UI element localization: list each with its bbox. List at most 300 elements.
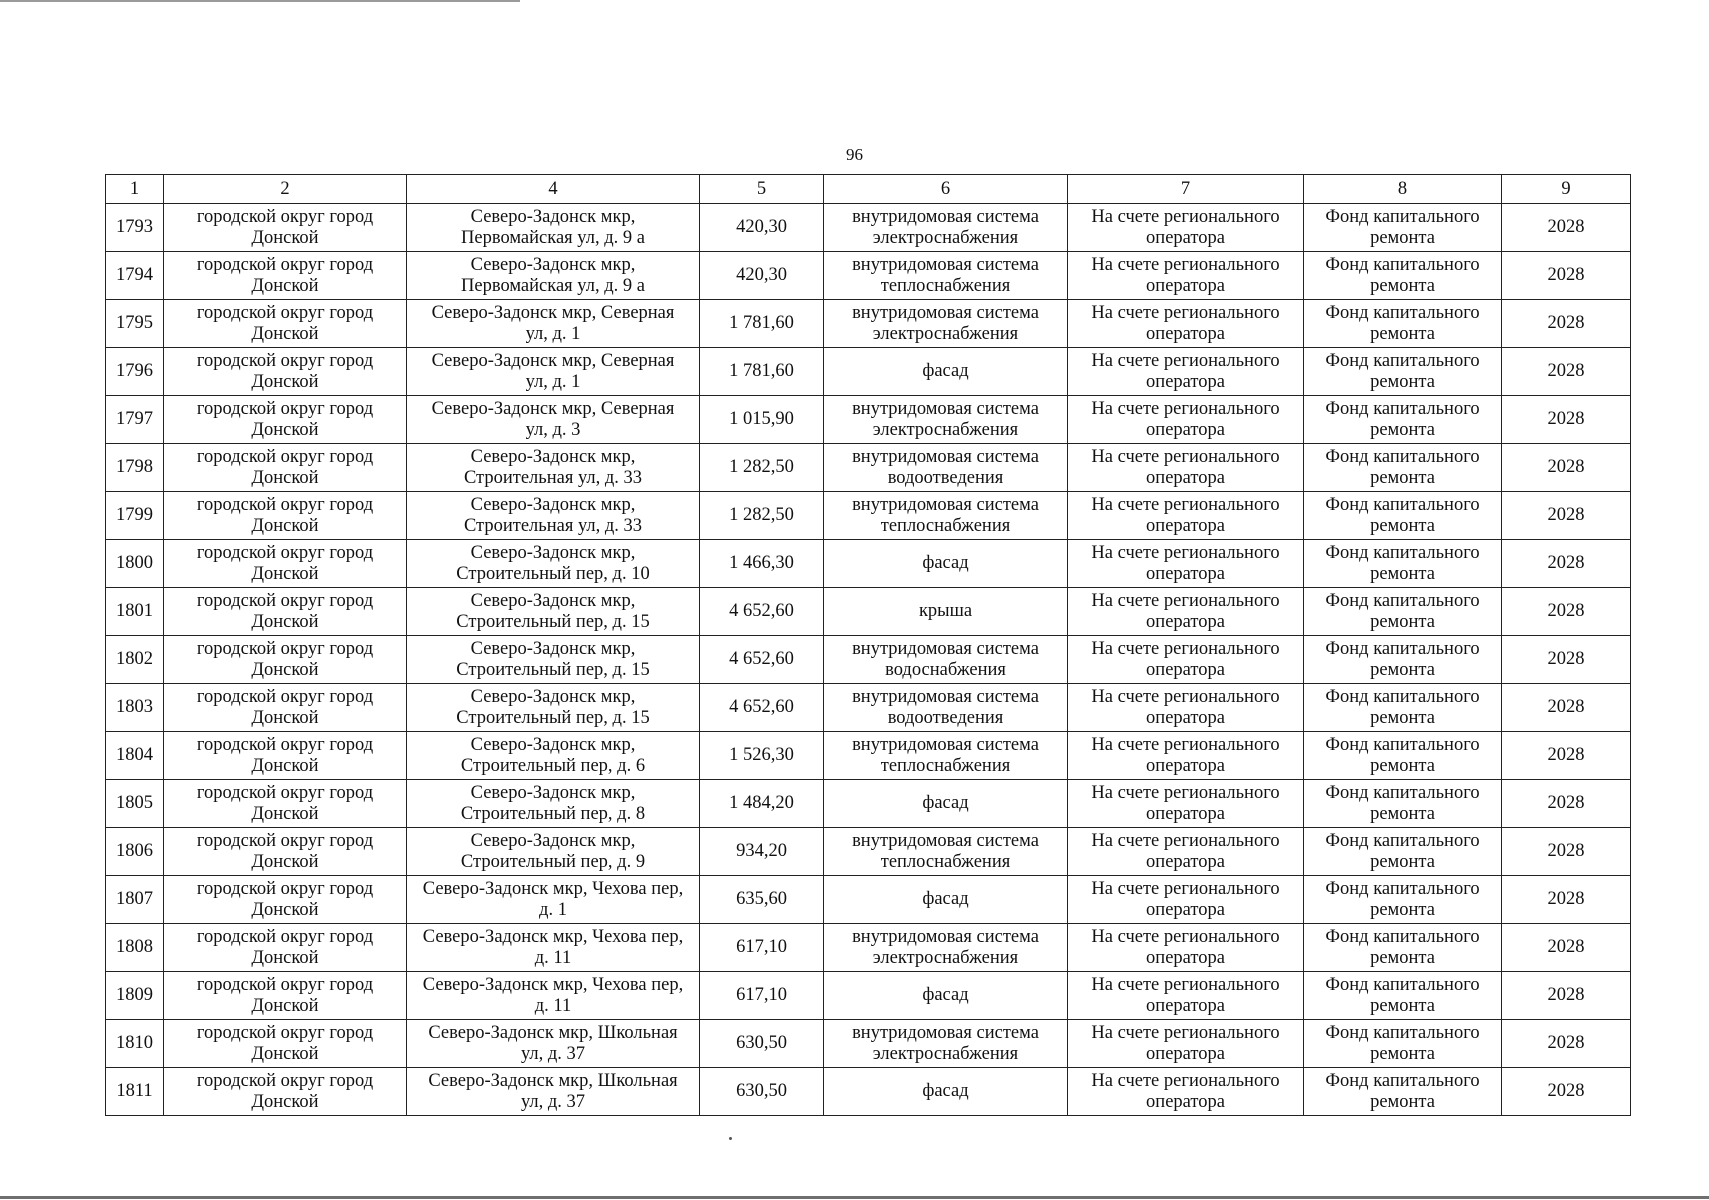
work-type-cell: [824, 396, 1068, 444]
municipality-cell-line: городской округ город: [196, 878, 374, 899]
municipality-cell-line: Донской: [251, 707, 319, 728]
table-row: [106, 396, 1631, 444]
account-cell: [1068, 300, 1304, 348]
account-cell: [1068, 1068, 1304, 1116]
address-cell-line: Северо-Задонск мкр, Чехова пер,: [422, 974, 684, 995]
work-type-cell: [824, 732, 1068, 780]
address-cell-line: ул, д. 37: [520, 1043, 586, 1064]
area-cell: 1 781,60: [700, 300, 824, 348]
account-cell-line: оператора: [1146, 851, 1225, 872]
funding-source-cell-line: Фонд капитального: [1325, 878, 1480, 899]
municipality-cell: [164, 876, 407, 924]
work-type-cell-line: внутридомовая система: [852, 302, 1039, 323]
table-row: [106, 492, 1631, 540]
scan-top-edge-line: [0, 0, 520, 2]
work-type-cell-line: теплоснабжения: [880, 275, 1011, 296]
work-type-cell-line: внутридомовая система: [852, 686, 1039, 707]
address-cell: [407, 636, 700, 684]
year-cell: 2028: [1502, 300, 1631, 348]
municipality-cell: [164, 828, 407, 876]
address-cell-line: Северо-Задонск мкр,: [470, 542, 636, 563]
work-type-cell-line: внутридомовая система: [852, 446, 1039, 467]
municipality-cell: [164, 300, 407, 348]
work-type-cell-line: внутридомовая система: [852, 1022, 1039, 1043]
municipality-cell-line: Донской: [251, 323, 319, 344]
municipality-cell: [164, 780, 407, 828]
municipality-cell-line: Донской: [251, 371, 319, 392]
funding-source-cell: [1304, 204, 1502, 252]
address-cell: [407, 348, 700, 396]
work-type-cell-line: фасад: [922, 793, 969, 813]
address-cell-line: Первомайская ул, д. 9 а: [461, 227, 645, 248]
row-number-cell: 1797: [106, 396, 164, 444]
account-cell-line: На счете регионального: [1091, 686, 1280, 707]
funding-source-cell-line: ремонта: [1370, 707, 1435, 728]
address-cell-line: Северо-Задонск мкр, Северная: [431, 398, 675, 419]
municipality-cell: [164, 732, 407, 780]
address-cell: [407, 252, 700, 300]
municipality-cell: [164, 204, 407, 252]
year-cell: 2028: [1502, 348, 1631, 396]
year-cell: 2028: [1502, 204, 1631, 252]
municipality-cell: [164, 588, 407, 636]
address-cell-line: Северо-Задонск мкр, Северная: [431, 302, 675, 323]
address-cell: [407, 444, 700, 492]
row-number-cell: 1793: [106, 204, 164, 252]
account-cell: [1068, 204, 1304, 252]
account-cell-line: На счете регионального: [1091, 446, 1280, 467]
municipality-cell-line: городской округ город: [196, 638, 374, 659]
funding-source-cell-line: Фонд капитального: [1325, 1070, 1480, 1091]
table-row: [106, 252, 1631, 300]
address-cell-line: Северо-Задонск мкр, Школьная: [428, 1070, 678, 1091]
year-cell: 2028: [1502, 684, 1631, 732]
funding-source-cell-line: ремонта: [1370, 803, 1435, 824]
funding-source-cell: [1304, 1068, 1502, 1116]
address-cell-line: Строительный пер, д. 15: [456, 707, 650, 728]
municipality-cell-line: городской округ город: [196, 782, 374, 803]
column-header: 6: [824, 175, 1068, 204]
funding-source-cell-line: Фонд капитального: [1325, 1022, 1480, 1043]
account-cell: [1068, 684, 1304, 732]
municipality-cell-line: городской округ город: [196, 926, 374, 947]
column-header: 5: [700, 175, 824, 204]
municipality-cell-line: Донской: [251, 803, 319, 824]
address-cell-line: д. 11: [534, 995, 572, 1016]
area-cell: 1 781,60: [700, 348, 824, 396]
account-cell-line: оператора: [1146, 515, 1225, 536]
area-cell: 420,30: [700, 252, 824, 300]
address-cell-line: Строительный пер, д. 9: [460, 851, 646, 872]
municipality-cell-line: городской округ город: [196, 590, 374, 611]
funding-source-cell-line: ремонта: [1370, 563, 1435, 584]
address-cell: [407, 540, 700, 588]
row-number-cell: 1806: [106, 828, 164, 876]
account-cell: [1068, 828, 1304, 876]
year-cell: 2028: [1502, 1020, 1631, 1068]
row-number-cell: 1796: [106, 348, 164, 396]
account-cell-line: На счете регионального: [1091, 1022, 1280, 1043]
municipality-cell-line: Донской: [251, 563, 319, 584]
address-cell-line: Северо-Задонск мкр,: [470, 254, 636, 275]
account-cell-line: оператора: [1146, 611, 1225, 632]
municipality-cell-line: городской округ город: [196, 830, 374, 851]
account-cell-line: оператора: [1146, 275, 1225, 296]
work-type-cell: [824, 540, 1068, 588]
account-cell-line: оператора: [1146, 659, 1225, 680]
work-type-cell: [824, 492, 1068, 540]
work-type-cell: [824, 876, 1068, 924]
address-cell-line: Строительная ул, д. 33: [463, 467, 643, 488]
address-cell-line: Первомайская ул, д. 9 а: [461, 275, 645, 296]
row-number-cell: 1808: [106, 924, 164, 972]
funding-source-cell-line: Фонд капитального: [1325, 398, 1480, 419]
table-row: [106, 588, 1631, 636]
work-type-cell-line: внутридомовая система: [852, 926, 1039, 947]
account-cell: [1068, 1020, 1304, 1068]
address-cell-line: Строительный пер, д. 15: [456, 611, 650, 632]
row-number-cell: 1794: [106, 252, 164, 300]
funding-source-cell-line: ремонта: [1370, 899, 1435, 920]
account-cell-line: На счете регионального: [1091, 782, 1280, 803]
row-number-cell: 1804: [106, 732, 164, 780]
address-cell: [407, 300, 700, 348]
work-type-cell-line: внутридомовая система: [852, 638, 1039, 659]
funding-source-cell-line: ремонта: [1370, 995, 1435, 1016]
funding-source-cell-line: Фонд капитального: [1325, 782, 1480, 803]
account-cell: [1068, 636, 1304, 684]
area-cell: 1 282,50: [700, 444, 824, 492]
account-cell-line: На счете регионального: [1091, 590, 1280, 611]
funding-source-cell-line: Фонд капитального: [1325, 542, 1480, 563]
work-type-cell: [824, 204, 1068, 252]
funding-source-cell-line: ремонта: [1370, 467, 1435, 488]
account-cell-line: оператора: [1146, 323, 1225, 344]
municipality-cell-line: Донской: [251, 1091, 319, 1112]
account-cell-line: На счете регионального: [1091, 638, 1280, 659]
table-row: [106, 780, 1631, 828]
funding-source-cell-line: ремонта: [1370, 371, 1435, 392]
funding-source-cell-line: ремонта: [1370, 419, 1435, 440]
funding-source-cell: [1304, 396, 1502, 444]
funding-source-cell-line: ремонта: [1370, 947, 1435, 968]
table-row: [106, 204, 1631, 252]
table-row: [106, 1020, 1631, 1068]
account-cell-line: На счете регионального: [1091, 974, 1280, 995]
account-cell-line: оператора: [1146, 419, 1225, 440]
funding-source-cell-line: ремонта: [1370, 227, 1435, 248]
address-cell-line: Северо-Задонск мкр,: [470, 782, 636, 803]
area-cell: 1 526,30: [700, 732, 824, 780]
account-cell: [1068, 780, 1304, 828]
table-row: [106, 636, 1631, 684]
table-row: [106, 444, 1631, 492]
area-cell: 630,50: [700, 1068, 824, 1116]
year-cell: 2028: [1502, 252, 1631, 300]
year-cell: 2028: [1502, 492, 1631, 540]
address-cell-line: Северо-Задонск мкр,: [470, 206, 636, 227]
municipality-cell-line: Донской: [251, 467, 319, 488]
address-cell-line: Строительная ул, д. 33: [463, 515, 643, 536]
work-type-cell-line: электроснабжения: [872, 947, 1019, 968]
address-cell: [407, 924, 700, 972]
municipality-cell-line: Донской: [251, 947, 319, 968]
account-cell: [1068, 396, 1304, 444]
work-type-cell-line: теплоснабжения: [880, 851, 1011, 872]
scan-bottom-edge-line: [0, 1196, 1709, 1199]
municipality-cell: [164, 924, 407, 972]
municipality-cell-line: Донской: [251, 659, 319, 680]
address-cell-line: Северо-Задонск мкр,: [470, 494, 636, 515]
address-cell: [407, 1020, 700, 1068]
year-cell: 2028: [1502, 540, 1631, 588]
municipality-cell-line: городской округ город: [196, 350, 374, 371]
work-type-cell-line: фасад: [922, 889, 969, 909]
funding-source-cell-line: ремонта: [1370, 851, 1435, 872]
work-type-cell-line: фасад: [922, 985, 969, 1005]
funding-source-cell: [1304, 444, 1502, 492]
funding-source-cell: [1304, 348, 1502, 396]
address-cell: [407, 972, 700, 1020]
year-cell: 2028: [1502, 924, 1631, 972]
funding-source-cell: [1304, 972, 1502, 1020]
funding-source-cell: [1304, 828, 1502, 876]
address-cell-line: ул, д. 1: [525, 371, 581, 392]
funding-source-cell-line: Фонд капитального: [1325, 206, 1480, 227]
funding-source-cell-line: ремонта: [1370, 755, 1435, 776]
municipality-cell-line: городской округ город: [196, 734, 374, 755]
funding-source-cell: [1304, 1020, 1502, 1068]
area-cell: 4 652,60: [700, 636, 824, 684]
municipality-cell: [164, 252, 407, 300]
municipality-cell: [164, 1020, 407, 1068]
account-cell-line: На счете регионального: [1091, 494, 1280, 515]
account-cell-line: оператора: [1146, 1091, 1225, 1112]
work-type-cell: [824, 252, 1068, 300]
municipality-cell: [164, 684, 407, 732]
year-cell: 2028: [1502, 972, 1631, 1020]
funding-source-cell: [1304, 540, 1502, 588]
address-cell: [407, 828, 700, 876]
work-type-cell-line: фасад: [922, 1081, 969, 1101]
work-type-cell-line: фасад: [922, 553, 969, 573]
funding-source-cell-line: ремонта: [1370, 611, 1435, 632]
table-row: [106, 684, 1631, 732]
account-cell-line: На счете регионального: [1091, 206, 1280, 227]
year-cell: 2028: [1502, 1068, 1631, 1116]
row-number-cell: 1801: [106, 588, 164, 636]
row-number-cell: 1803: [106, 684, 164, 732]
funding-source-cell: [1304, 780, 1502, 828]
municipality-cell-line: городской округ город: [196, 302, 374, 323]
municipality-cell-line: Донской: [251, 275, 319, 296]
work-type-cell: [824, 1020, 1068, 1068]
address-cell-line: Северо-Задонск мкр, Школьная: [428, 1022, 678, 1043]
work-type-cell: [824, 780, 1068, 828]
work-type-cell-line: фасад: [922, 361, 969, 381]
work-type-cell: [824, 684, 1068, 732]
address-cell-line: Северо-Задонск мкр,: [470, 590, 636, 611]
table-row: [106, 924, 1631, 972]
funding-source-cell-line: Фонд капитального: [1325, 350, 1480, 371]
table-body: [106, 204, 1631, 1116]
funding-source-cell-line: ремонта: [1370, 515, 1435, 536]
work-type-cell-line: крыша: [918, 601, 973, 621]
work-type-cell: [824, 636, 1068, 684]
account-cell-line: На счете регионального: [1091, 926, 1280, 947]
column-header: 1: [106, 175, 164, 204]
table-row: [106, 732, 1631, 780]
address-cell: [407, 876, 700, 924]
municipality-cell-line: Донской: [251, 995, 319, 1016]
table-row: [106, 348, 1631, 396]
municipality-cell-line: Донской: [251, 755, 319, 776]
funding-source-cell: [1304, 300, 1502, 348]
funding-source-cell: [1304, 732, 1502, 780]
address-cell-line: Строительный пер, д. 15: [456, 659, 650, 680]
municipality-cell-line: Донской: [251, 899, 319, 920]
table-row: [106, 540, 1631, 588]
account-cell: [1068, 492, 1304, 540]
municipality-cell-line: Донской: [251, 1043, 319, 1064]
account-cell-line: На счете регионального: [1091, 734, 1280, 755]
address-cell: [407, 396, 700, 444]
address-cell-line: д. 1: [539, 899, 567, 920]
table-row: [106, 972, 1631, 1020]
account-cell-line: оператора: [1146, 995, 1225, 1016]
work-type-cell: [824, 588, 1068, 636]
account-cell-line: оператора: [1146, 371, 1225, 392]
row-number-cell: 1802: [106, 636, 164, 684]
work-type-cell-line: внутридомовая система: [852, 398, 1039, 419]
funding-source-cell-line: Фонд капитального: [1325, 926, 1480, 947]
municipality-cell-line: Донской: [251, 611, 319, 632]
address-cell-line: ул, д. 37: [520, 1091, 586, 1112]
municipality-cell: [164, 1068, 407, 1116]
account-cell: [1068, 924, 1304, 972]
address-cell: [407, 780, 700, 828]
funding-source-cell: [1304, 876, 1502, 924]
address-cell-line: Строительный пер, д. 10: [456, 563, 650, 584]
header-row: [106, 175, 1631, 204]
work-type-cell-line: водоснабжения: [885, 659, 1006, 680]
account-cell-line: оператора: [1146, 803, 1225, 824]
funding-source-cell-line: ремонта: [1370, 323, 1435, 344]
account-cell: [1068, 444, 1304, 492]
work-type-cell-line: внутридомовая система: [852, 830, 1039, 851]
area-cell: 934,20: [700, 828, 824, 876]
municipality-cell-line: городской округ город: [196, 974, 374, 995]
account-cell-line: оператора: [1146, 707, 1225, 728]
funding-source-cell-line: Фонд капитального: [1325, 446, 1480, 467]
column-header: 7: [1068, 175, 1304, 204]
municipality-cell-line: городской округ город: [196, 686, 374, 707]
municipality-cell-line: городской округ город: [196, 1022, 374, 1043]
address-cell-line: ул, д. 3: [525, 419, 581, 440]
account-cell-line: оператора: [1146, 1043, 1225, 1064]
year-cell: 2028: [1502, 396, 1631, 444]
municipality-cell-line: городской округ город: [196, 542, 374, 563]
municipality-cell: [164, 636, 407, 684]
funding-source-cell: [1304, 588, 1502, 636]
address-cell-line: Северо-Задонск мкр, Северная: [431, 350, 675, 371]
address-cell-line: Строительный пер, д. 6: [460, 755, 646, 776]
work-type-cell-line: электроснабжения: [872, 227, 1019, 248]
address-cell: [407, 492, 700, 540]
area-cell: 1 282,50: [700, 492, 824, 540]
account-cell-line: оператора: [1146, 899, 1225, 920]
work-type-cell: [824, 924, 1068, 972]
funding-source-cell: [1304, 492, 1502, 540]
account-cell-line: На счете регионального: [1091, 878, 1280, 899]
year-cell: 2028: [1502, 444, 1631, 492]
funding-source-cell-line: Фонд капитального: [1325, 638, 1480, 659]
municipality-cell-line: городской округ город: [196, 254, 374, 275]
column-header: 4: [407, 175, 700, 204]
area-cell: 617,10: [700, 924, 824, 972]
area-cell: 1 484,20: [700, 780, 824, 828]
funding-source-cell: [1304, 252, 1502, 300]
address-cell: [407, 1068, 700, 1116]
municipality-cell-line: городской округ город: [196, 398, 374, 419]
funding-source-cell-line: ремонта: [1370, 1091, 1435, 1112]
account-cell-line: оператора: [1146, 467, 1225, 488]
municipality-cell: [164, 396, 407, 444]
municipality-cell-line: Донской: [251, 515, 319, 536]
work-type-cell-line: внутридомовая система: [852, 206, 1039, 227]
row-number-cell: 1799: [106, 492, 164, 540]
scan-speck: [729, 1137, 732, 1140]
work-type-cell-line: водоотведения: [887, 467, 1004, 488]
work-type-cell-line: внутридомовая система: [852, 734, 1039, 755]
address-cell-line: д. 11: [534, 947, 572, 968]
municipality-cell-line: городской округ город: [196, 1070, 374, 1091]
municipality-cell-line: городской округ город: [196, 206, 374, 227]
account-cell-line: На счете регионального: [1091, 254, 1280, 275]
funding-source-cell-line: ремонта: [1370, 275, 1435, 296]
municipality-cell-line: Донской: [251, 227, 319, 248]
page-number: 96: [846, 145, 863, 164]
account-cell-line: На счете регионального: [1091, 302, 1280, 323]
work-type-cell-line: водоотведения: [887, 707, 1004, 728]
area-cell: 630,50: [700, 1020, 824, 1068]
address-cell: [407, 588, 700, 636]
account-cell-line: На счете регионального: [1091, 398, 1280, 419]
work-type-cell: [824, 972, 1068, 1020]
funding-source-cell: [1304, 924, 1502, 972]
account-cell: [1068, 876, 1304, 924]
work-type-cell-line: теплоснабжения: [880, 515, 1011, 536]
year-cell: 2028: [1502, 732, 1631, 780]
area-cell: 1 015,90: [700, 396, 824, 444]
account-cell-line: оператора: [1146, 947, 1225, 968]
registry-table: [105, 174, 1631, 1116]
area-cell: 635,60: [700, 876, 824, 924]
work-type-cell-line: электроснабжения: [872, 419, 1019, 440]
address-cell-line: Северо-Задонск мкр,: [470, 638, 636, 659]
account-cell-line: оператора: [1146, 227, 1225, 248]
funding-source-cell-line: Фонд капитального: [1325, 830, 1480, 851]
table-row: [106, 876, 1631, 924]
funding-source-cell: [1304, 684, 1502, 732]
area-cell: 617,10: [700, 972, 824, 1020]
row-number-cell: 1800: [106, 540, 164, 588]
table-row: [106, 300, 1631, 348]
account-cell: [1068, 540, 1304, 588]
account-cell: [1068, 588, 1304, 636]
funding-source-cell-line: Фонд капитального: [1325, 734, 1480, 755]
address-cell-line: Северо-Задонск мкр,: [470, 686, 636, 707]
